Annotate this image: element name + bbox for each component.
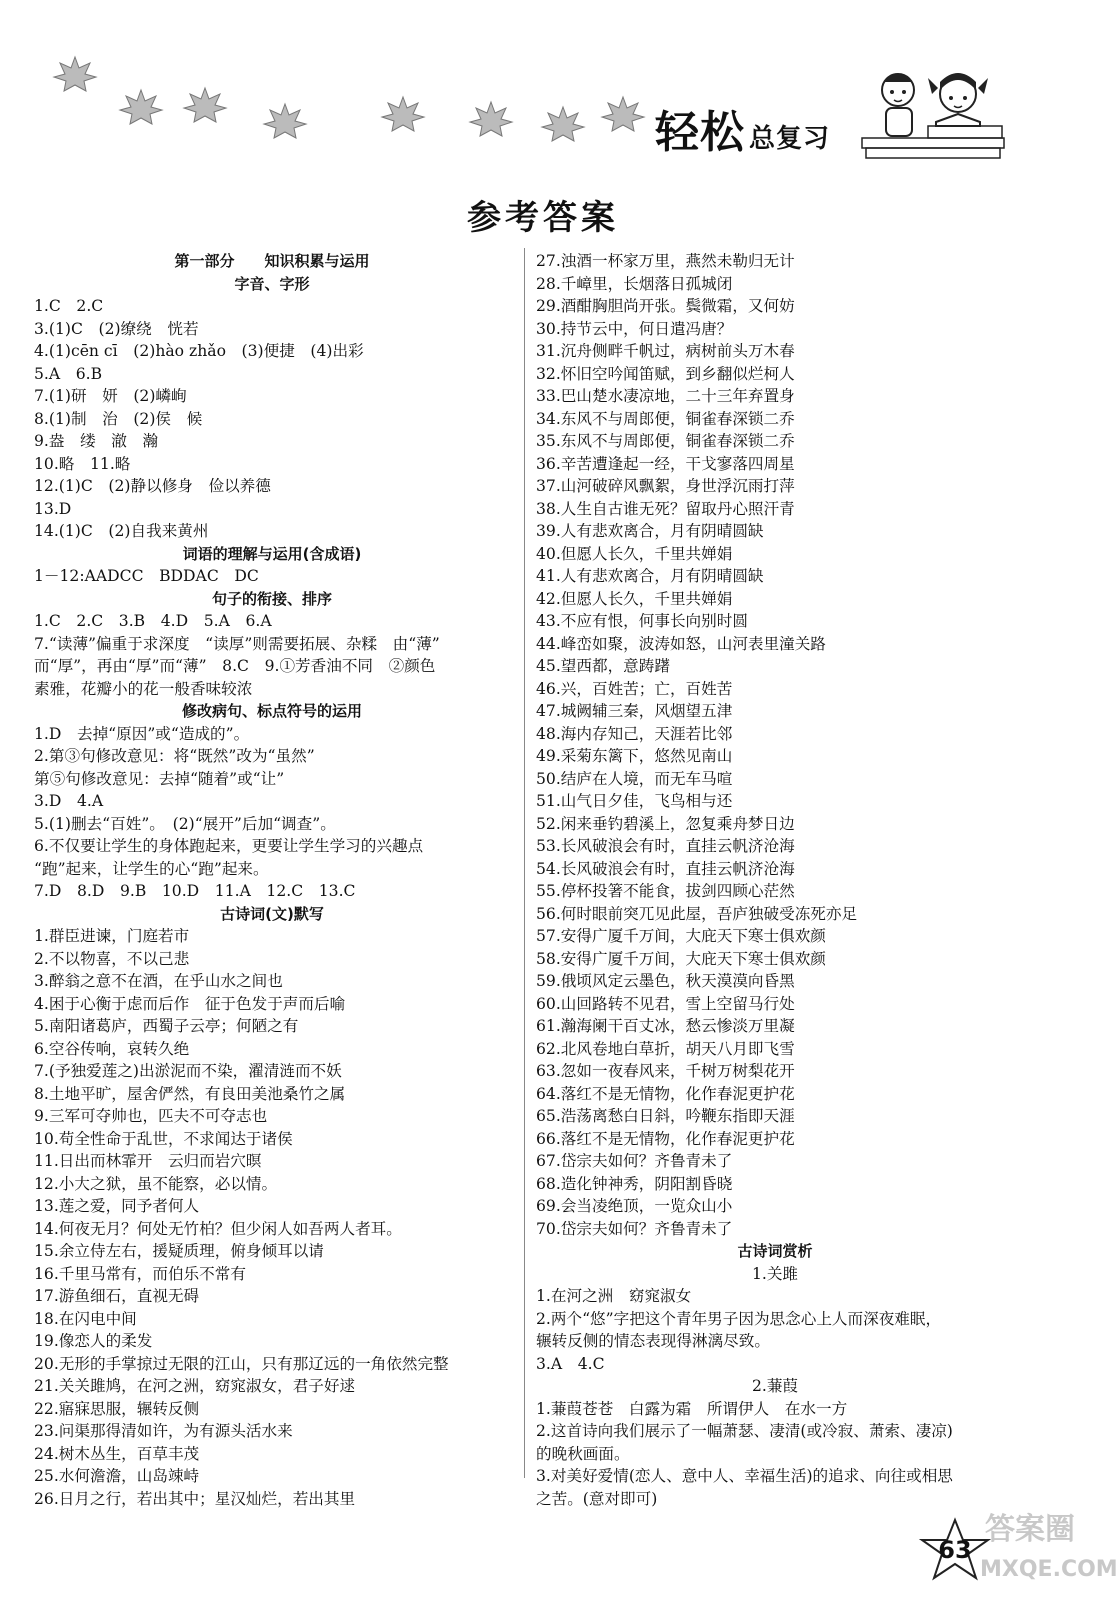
answer-line: 的晚秋画面。 (536, 1444, 630, 1463)
answer-line: 2.第③句修改意见：将“既然”改为“虽然” (34, 747, 315, 765)
answer-line: 25.水何澹澹，山岛竦峙 (34, 1467, 200, 1485)
answer-line: 38.人生自古谁无死？留取丹心照汗青 (536, 499, 795, 518)
answer-line: 59.俄顷风定云墨色，秋天漠漠向昏黑 (536, 972, 795, 990)
answer-line: 48.海内存知己，天涯若比邻 (536, 724, 733, 743)
answer-line: 5.A 6.B (34, 364, 103, 383)
answer-line: 19.像恋人的柔发 (34, 1332, 153, 1350)
answer-line: 3.(1)C (2)缭绕 恍若 (34, 319, 199, 338)
answer-line: 18.在闪电中间 (34, 1309, 137, 1328)
section-heading: 古诗词赏析 (737, 1242, 813, 1260)
answer-line: 56.何时眼前突兀见此屋，吾庐独破受冻死亦足 (536, 904, 858, 923)
answer-line: 62.北风卷地白草折，胡天八月即飞雪 (536, 1039, 795, 1058)
watermark-url: MXQE.COM (980, 1557, 1118, 1582)
answer-line: 7.D 8.D 9.B 10.D 11.A 12.C 13.C (34, 882, 356, 900)
answer-line: 27.浊酒一杯家万里，燕然未勒归无计 (536, 252, 795, 270)
answer-line: 33.巴山楚水凄凉地，二十三年弃置身 (536, 387, 795, 405)
answer-line: 39.人有悲欢离合，月有阴晴圆缺 (536, 522, 764, 540)
answer-line: 9.三军可夺帅也，匹夫不可夺志也 (34, 1107, 268, 1125)
answer-line: 61.瀚海阑干百丈冰，愁云惨淡万里凝 (536, 1017, 795, 1035)
answer-line: 4.(1)cēn cī (2)hào zhǎo (3)便捷 (4)出彩 (34, 342, 364, 360)
section-heading: 句子的衔接、排序 (211, 589, 332, 608)
answer-line: 1.群臣进谏，门庭若市 (34, 927, 190, 945)
answer-line: 20.无形的手掌掠过无限的江山，只有那辽远的一角依然完整 (34, 1354, 449, 1373)
answer-line: 9.盎 缕 澈 瀚 (34, 432, 159, 450)
answer-line: 60.山回路转不见君，雪上空留马行处 (536, 994, 795, 1013)
answer-line: 1.C 2.C 3.B 4.D 5.A 6.A (34, 612, 272, 630)
answer-line: 43.不应有恨，何事长向别时圆 (536, 612, 748, 630)
answer-line: 1.D 去掉“原因”或“造成的”。 (34, 724, 250, 743)
answer-line: 2.不以物喜，不以己悲 (34, 949, 190, 968)
subsection-heading: 1.关雎 (751, 1264, 799, 1283)
answer-line: 46.兴，百姓苦；亡，百姓苦 (536, 679, 733, 698)
answer-line: 65.浩荡离愁白日斜，吟鞭东指即天涯 (536, 1107, 795, 1125)
answer-line: 15.余立侍左右，援疑质理，俯身倾耳以请 (34, 1242, 324, 1260)
answer-line: 67.岱宗夫如何？齐鲁青未了 (536, 1152, 733, 1170)
answer-line: 2.两个“悠”字把这个青年男子因为思念心上人而深夜难眠， (536, 1309, 942, 1328)
answer-line: 63.忽如一夜春风来，千树万树梨花开 (536, 1062, 795, 1080)
answer-line: 23.问渠那得清如许，为有源头活水来 (34, 1422, 293, 1440)
answer-line: 22.寤寐思服，辗转反侧 (34, 1399, 200, 1418)
answer-line: 7.(予独爱莲之)出淤泥而不染，濯清涟而不妖 (34, 1062, 342, 1080)
answer-line: 36.辛苦遭逢起一经，干戈寥落四周星 (536, 454, 795, 473)
answer-line: 1－12:AADCC BDDAC DC (34, 567, 259, 585)
answer-line: 3.醉翁之意不在酒，在乎山水之间也 (34, 972, 283, 990)
answer-line: 57.安得广厦千万间，大庇天下寒士俱欢颜 (536, 927, 826, 945)
maple-leaf-icon (540, 105, 586, 145)
answer-line: 24.树木丛生，百草丰茂 (34, 1444, 200, 1463)
answer-line: 35.东风不与周郎便，铜雀春深锁二乔 (536, 432, 795, 450)
section-heading: 字音、字形 (234, 274, 310, 293)
answer-line: 之苦。(意对即可) (536, 1489, 658, 1508)
answer-line: 66.落红不是无情物，化作春泥更护花 (536, 1129, 795, 1148)
answer-line: 11.日出而林霏开 云归而岩穴暝 (34, 1152, 262, 1170)
brand-sub: 总复习 (749, 124, 831, 154)
answer-line: 5.(1)删去“百姓”。 (2)“展开”后加“调查”。 (34, 814, 336, 833)
answer-line: 素雅，花瓣小的花一般香味较浓 (34, 679, 253, 698)
answer-line: 54.长风破浪会有时，直挂云帆济沧海 (536, 859, 795, 878)
section-heading: 第一部分 知识积累与运用 (174, 252, 370, 270)
answer-line: 28.千嶂里，长烟落日孤城闭 (536, 274, 733, 293)
answer-line: 10.苟全性命于乱世，不求闻达于诸侯 (34, 1129, 293, 1148)
answer-line: 37.山河破碎风飘絮，身世浮沉雨打萍 (536, 477, 795, 495)
answer-line: 12.(1)C (2)静以修身 俭以养德 (34, 477, 271, 495)
answer-line: 8.土地平旷，屋舍俨然，有良田美池桑竹之属 (34, 1084, 346, 1103)
answer-line: 12.小大之狱，虽不能察，必以情。 (34, 1174, 278, 1193)
answer-line: 3.A 4.C (536, 1354, 605, 1373)
answer-line: 44.峰峦如聚，波涛如怒，山河表里潼关路 (536, 634, 826, 653)
answer-line: 8.(1)制 治 (2)侯 候 (34, 409, 203, 428)
answer-line: 1.蒹葭苍苍 白露为霜 所谓伊人 在水一方 (536, 1399, 848, 1418)
answer-line: 52.闲来垂钓碧溪上，忽复乘舟梦日边 (536, 814, 795, 833)
answer-line: 7.“读薄”偏重于求深度 “读厚”则需要拓展、杂糅 由“薄” (34, 634, 440, 653)
maple-leaf-icon (182, 86, 228, 126)
maple-leaf-icon (52, 55, 98, 95)
answer-line: 6.不仅要让学生的身体跑起来，更要让学生学习的兴趣点 (34, 837, 424, 855)
answer-line: 51.山气日夕佳，飞鸟相与还 (536, 792, 733, 810)
watermark-text: 答案圈 (985, 1512, 1075, 1547)
section-heading: 古诗词(文)默写 (220, 904, 324, 923)
brand-main: 轻松 (655, 107, 745, 158)
answer-line: 26.日月之行，若出其中；星汉灿烂，若出其里 (34, 1489, 356, 1508)
answer-line: 第⑤句修改意见：去掉“随着”或“让” (34, 769, 285, 788)
answer-line: “跑”起来，让学生的心“跑”起来。 (34, 859, 269, 878)
subsection-heading: 2.蒹葭 (751, 1377, 799, 1395)
answer-line: 10.略 11.略 (34, 454, 131, 473)
answer-column-left (34, 250, 510, 1510)
answer-line: 16.千里马常有，而伯乐不常有 (34, 1264, 246, 1283)
answer-line: 70.岱宗夫如何？齐鲁青未了 (536, 1219, 733, 1238)
answer-line: 而“厚”，再由“厚”而“薄” 8.C 9.①芳香油不同 ②颜色 (34, 657, 436, 675)
answer-line: 68.造化钟神秀，阴阳割昏晓 (536, 1174, 733, 1193)
maple-leaf-icon (118, 88, 164, 128)
answer-line: 45.望西都，意踌躇 (536, 657, 670, 675)
answer-line: 14.(1)C (2)自我来黄州 (34, 522, 209, 540)
answer-line: 21.关关雎鸠，在河之洲，窈窕淑女，君子好逑 (34, 1377, 356, 1395)
section-heading: 词语的理解与运用(含成语) (182, 544, 362, 563)
section-heading: 修改病句、标点符号的运用 (181, 702, 362, 720)
answer-line: 30.持节云中，何日遣冯唐？ (536, 319, 733, 338)
answer-line: 31.沉舟侧畔千帆过，病树前头万木春 (536, 342, 795, 360)
answer-line: 13.D (34, 499, 72, 518)
answer-line: 29.酒酣胸胆尚开张。鬓微霜，又何妨 (536, 297, 795, 315)
answer-line: 34.东风不与周郎便，铜雀春深锁二乔 (536, 409, 795, 428)
answer-line: 6.空谷传响，哀转久绝 (34, 1039, 190, 1058)
answer-line: 42.但愿人长久，千里共婵娟 (536, 589, 733, 608)
page-title: 参考答案 (467, 198, 619, 238)
answer-line: 58.安得广厦千万间，大庇天下寒士俱欢颜 (536, 949, 826, 968)
answer-line: 40.但愿人长久，千里共婵娟 (536, 544, 733, 563)
answer-line: 55.停杯投箸不能食，拔剑四顾心茫然 (536, 882, 795, 900)
answer-line: 3.对美好爱情(恋人、意中人、幸福生活)的追求、向往或相思 (536, 1467, 953, 1485)
answer-line: 2.这首诗向我们展示了一幅萧瑟、凄清(或冷寂、萧索、凄凉) (536, 1422, 953, 1440)
answer-line: 49.采菊东篱下，悠然见南山 (536, 747, 733, 765)
answer-line: 69.会当凌绝顶，一览众山小 (536, 1197, 733, 1215)
answer-line: 50.结庐在人境，而无车马喧 (536, 769, 733, 788)
answer-line: 17.游鱼细石，直视无碍 (34, 1287, 200, 1305)
answer-line: 64.落红不是无情物，化作春泥更护花 (536, 1084, 795, 1103)
answer-line: 3.D 4.A (34, 792, 104, 810)
answer-line: 41.人有悲欢离合，月有阴晴圆缺 (536, 567, 764, 585)
maple-leaf-icon (262, 102, 308, 142)
answer-line: 辗转反侧的情态表现得淋漓尽致。 (536, 1332, 770, 1350)
answer-line: 13.莲之爱，同予者何人 (34, 1197, 200, 1215)
maple-leaf-icon (380, 95, 426, 135)
answer-line: 1.在河之洲 窈窕淑女 (536, 1287, 692, 1305)
answer-line: 1.C 2.C (34, 297, 104, 315)
answer-line: 32.怀旧空吟闻笛赋，到乡翻似烂柯人 (536, 364, 795, 383)
answer-line: 53.长风破浪会有时，直挂云帆济沧海 (536, 837, 795, 855)
answer-column-right (536, 250, 1014, 1510)
answer-line: 7.(1)研 妍 (2)嶙峋 (34, 387, 187, 405)
column-divider (524, 248, 525, 1478)
page-header (0, 0, 1086, 175)
maple-leaf-icon (600, 95, 646, 135)
answer-line: 47.城阙辅三秦，风烟望五津 (536, 702, 733, 720)
maple-leaf-icon (468, 100, 514, 140)
watermark (980, 1510, 1118, 1596)
answer-line: 5.南阳诸葛庐，西蜀子云亭；何陋之有 (34, 1017, 299, 1035)
reading-children-illustration (858, 60, 1008, 165)
page-number: 63 (938, 1536, 972, 1564)
answer-line: 4.困于心衡于虑而后作 征于色发于声而后喻 (34, 994, 346, 1013)
answer-line: 14.何夜无月？何处无竹柏？但少闲人如吾两人者耳。 (34, 1219, 402, 1238)
brand-logo (655, 96, 830, 160)
